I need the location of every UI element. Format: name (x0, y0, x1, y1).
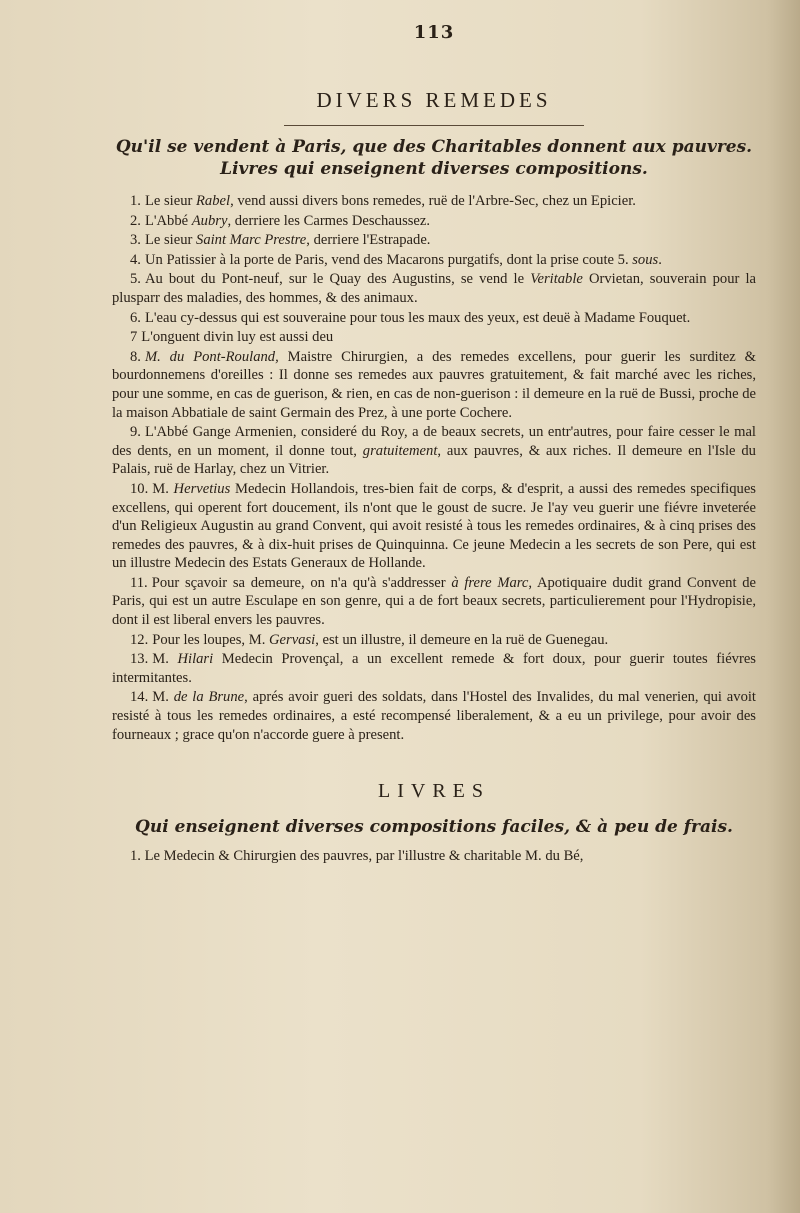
remede-entry (112, 574, 756, 630)
entry-text: L'onguent divin luy est aussi deu (141, 329, 334, 346)
entry-text: , est un illustre, il demeure en la ruë de Guenegau. (315, 631, 609, 648)
remedes-heading: DIVERS REMEDES (316, 88, 552, 112)
livres-subtitle: Qui enseignent diverses compositions faciles, & à peu de frais. (135, 817, 733, 838)
remede-entry (112, 348, 756, 422)
remede-entry (112, 192, 756, 211)
entry-name: à frere Marc (451, 574, 529, 591)
entry-text: M. (152, 480, 174, 497)
entry-number: 3. (130, 232, 141, 249)
remedes-subtitle-line2: Livres qui enseignent diverses compositions. (220, 159, 648, 179)
remede-entry (112, 480, 756, 573)
entry-number: 12. (130, 631, 149, 648)
entry-text: Le sieur (144, 232, 197, 249)
entry-name: M. du Pont-Rouland, (144, 348, 279, 365)
entry-text: M. (152, 689, 174, 706)
entry-number: 9. (130, 424, 141, 441)
remede-entry (112, 423, 756, 479)
entry-number: 7 (130, 329, 138, 346)
remedes-subtitle (112, 136, 756, 180)
entry-number: 11. (130, 574, 148, 591)
entry-text: L'eau cy-dessus qui est souveraine pour tous les maux des yeux, est deuë à Madame Fouquet. (144, 309, 691, 326)
entry-name: gratuitement (362, 442, 438, 459)
heading-rule (284, 125, 584, 126)
entry-name: Rabel (196, 193, 231, 209)
entry-number: 6. (130, 309, 141, 326)
entry-text: Pour les loupes, M. (152, 631, 269, 648)
entry-text: L'Abbé Gange Armenien, consideré du Roy, a de beaux secrets, un entr'autres, pour faire cesser le mal des dents, en un moment, il donne tout, (112, 424, 756, 459)
entry-text: M. (152, 651, 178, 668)
entry-text: Pour sçavoir sa demeure, on n'a qu'à s'addresser (151, 574, 452, 591)
livres-first-entry: 1. Le Medecin & Chirurgien des pauvres, par l'illustre & charitable M. du Bé, (130, 848, 584, 865)
entry-name: Gervasi (269, 631, 316, 648)
entry-text: , vend aussi divers bons remedes, ruë de l'Arbre-Sec, chez un Epicier. (230, 193, 636, 209)
remede-entry (112, 212, 756, 231)
entry-text: Orvietan, souverain pour la plusparr des maladies, des hommes, & des animaux. (112, 271, 756, 306)
livres-heading: LIVRES (378, 780, 490, 803)
remede-entry (112, 631, 756, 650)
entry-text: Medecin Provençal, a un excellent remede & fort doux, pour guerir toutes fiévres intermitantes. (112, 651, 756, 686)
entry-text: Le sieur (144, 193, 197, 209)
remede-entry (112, 251, 756, 270)
entry-number: 5. (130, 271, 141, 288)
entry-name: sous (632, 251, 659, 268)
entry-name: de la Brune (173, 689, 245, 706)
entry-text: , aprés avoir gueri des soldats, dans l'Hostel des Invalides, du mal venerien, qui avoit resisté à tous les remedes ordinaires, a esté recompensé liberalement, & a eu un privilege, pour avoir des fourneaux ; grace qu'on n'accorde guere à present. (112, 689, 756, 743)
remede-entry (112, 231, 756, 250)
entry-number: 2. (130, 212, 141, 229)
entry-text: . (658, 251, 662, 268)
remedes-list (112, 192, 756, 744)
entry-text: , derriere l'Estrapade. (306, 232, 431, 249)
livres-section (112, 780, 756, 866)
entry-text: , aux pauvres, & aux riches. Il demeure en l'Isle du Palais, ruë de Harlay, chez un Vitrier. (112, 442, 756, 478)
entry-number: 10. (130, 480, 149, 497)
entry-number: 13. (130, 651, 149, 668)
entry-number: 8. (130, 348, 141, 365)
remede-entry (112, 270, 756, 307)
remede-entry (112, 650, 756, 687)
entry-text: Medecin Hollandois, tres-bien fait de corps, & d'esprit, a aussi des remedes specifiques excellens, qui operent fort doucement, ils n'ont que le goust de sucre. Je l'ay veu guerir une fiévre inveterée d'un Religieux Augustin au grand Convent, qui avoit resisté à tous les remedes ordinaires, & à cinq prises des remedes des pauvres, & à dix-huit prises de Quinquinna. Ce jeune Medecin a les secrets de son Pere, qui est un illustre Medecin des Estats Generaux de Hollande. (112, 480, 756, 572)
entry-name: Hervetius (173, 480, 231, 497)
entry-text: , derriere les Carmes Deschaussez. (227, 212, 431, 229)
page-number: 113 (413, 22, 455, 43)
remede-entry (112, 328, 756, 347)
entry-text: Maistre Chirurgien, a des remedes excellens, pour guerir les surditez & bourdonnemens d'oreilles : Il donne ses remedes aux pauvres gratuitement, & fait marché avec les riches, pour une somme, en cas de guerison, & rien, en cas de non-guerison : il demeure en la ruë de Bussi, proche de la maison Abbatiale de saint Germain des Prez, à une porte Cochere. (112, 348, 756, 421)
entry-text: Un Patissier à la porte de Paris, vend des Macarons purgatifs, dont la prise coute 5. (144, 251, 633, 268)
remede-entry (112, 688, 756, 744)
entry-number: 4. (130, 251, 141, 268)
remedes-subtitle-line1: Qu'il se vendent à Paris, que des Charitables donnent aux pauvres. (115, 137, 753, 157)
entry-name: Aubry (191, 212, 228, 229)
entry-number: 1. (130, 193, 141, 209)
entry-text: L'Abbé (144, 212, 192, 229)
entry-name: Veritable (530, 271, 583, 288)
entry-number: 14. (130, 689, 149, 706)
entry-text: , Apotiquaire dudit grand Convent de Paris, qui est un autre Esculape en son genre, qui a de fort beaux secrets, particulierement pour l'Hydropisie, dont il est liberal envers les pauvres. (112, 574, 756, 629)
entry-name: Saint Marc Prestre (196, 232, 307, 249)
entry-text: Au bout du Pont-neuf, sur le Quay des Augustins, se vend le (144, 271, 531, 288)
entry-name: Hilari (177, 651, 214, 668)
remede-entry (112, 309, 756, 328)
